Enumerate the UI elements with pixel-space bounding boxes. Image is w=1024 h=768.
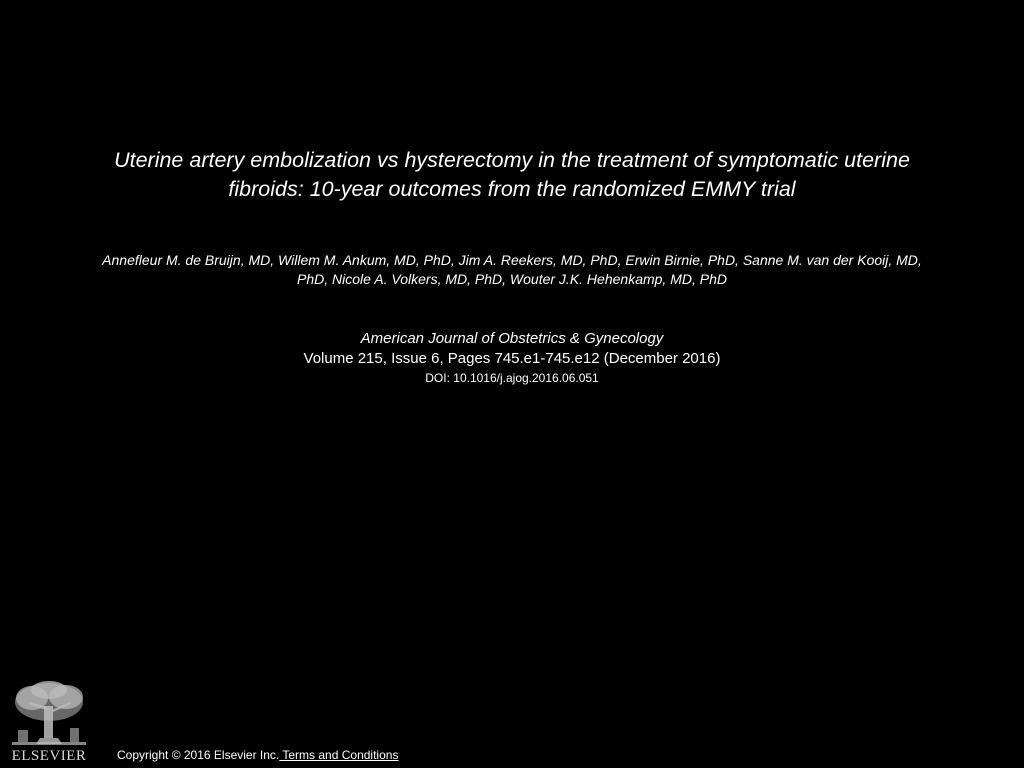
journal-volume: Volume 215, Issue 6, Pages 745.e1-745.e12 (December 2016) (303, 350, 721, 367)
paper-authors (40, 251, 984, 289)
journal-name: American Journal of Obstetrics & Gynecology (360, 330, 664, 347)
authors-line-1: Annefleur M. de Bruijn, MD, Willem M. Ankum, MD, PhD, Jim A. Reekers, MD, PhD, Erwin Birnie, PhD, Sanne M. van der Kooij, MD, (102, 252, 922, 268)
copyright-text: Copyright © 2016 Elsevier Inc. (117, 748, 280, 762)
paper-doi: DOI: 10.1016/j.ajog.2016.06.051 (425, 371, 599, 385)
elsevier-wordmark: ELSEVIER (11, 748, 87, 764)
elsevier-logo (8, 680, 90, 766)
paper-title-line-2: fibroids: 10-year outcomes from the randomized EMMY trial (228, 177, 796, 201)
elsevier-tree-icon (10, 680, 88, 746)
terms-and-conditions-link[interactable]: Terms and Conditions (279, 748, 399, 762)
authors-line-2: PhD, Nicole A. Volkers, MD, PhD, Wouter J.K. Hehenkamp, MD, PhD (297, 271, 727, 287)
footer (117, 747, 398, 763)
paper-title-line-1: Uterine artery embolization vs hysterectomy in the treatment of symptomatic uterine (114, 148, 910, 172)
paper-title (40, 146, 984, 204)
